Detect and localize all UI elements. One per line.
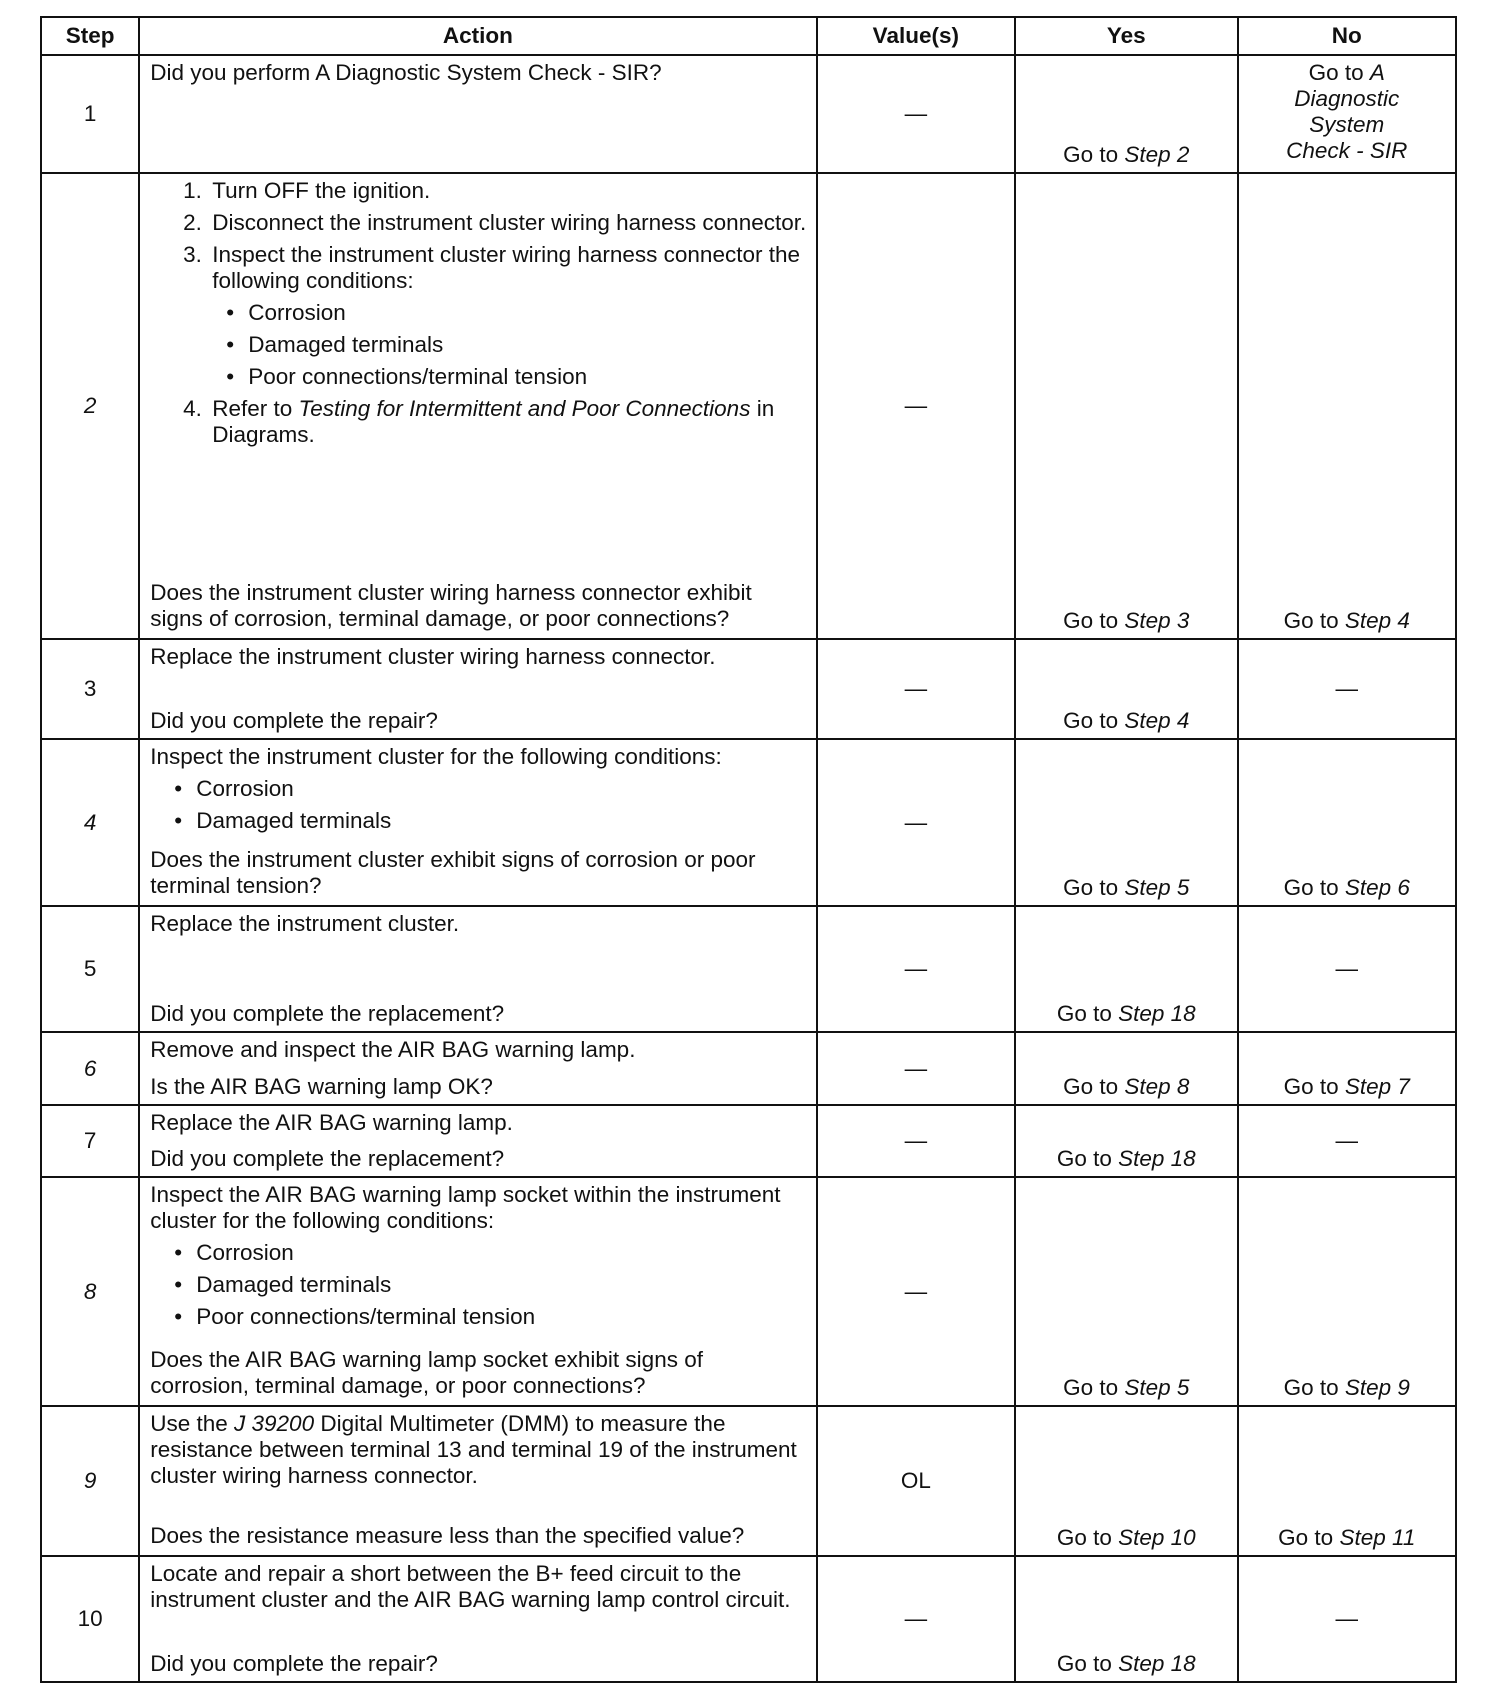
goto-label: Go to <box>1063 142 1119 167</box>
condition-list <box>150 776 807 834</box>
goto-target: Step 2 <box>1124 142 1190 167</box>
value-cell: — <box>817 906 1015 1032</box>
action-step <box>208 242 807 390</box>
header-yes: Yes <box>1015 17 1237 55</box>
value-cell: — <box>817 639 1015 739</box>
header-no: No <box>1238 17 1457 55</box>
condition-item: • Corrosion <box>248 300 807 326</box>
goto-label: Go to <box>1063 608 1119 633</box>
action-question: Does the instrument cluster exhibit signs of corrosion or poor terminal tension? <box>150 847 756 898</box>
value-cell: — <box>817 1105 1015 1177</box>
goto-label: Go to <box>1063 875 1119 900</box>
action-step-text: in Diagrams. <box>212 396 775 447</box>
goto-target: Step 3 <box>1124 608 1190 633</box>
action-question: Did you complete the repair? <box>150 708 438 733</box>
goto-label: Go to <box>1056 1001 1112 1026</box>
action-text: Inspect the instrument cluster for the following conditions: <box>150 744 722 769</box>
condition-list <box>150 1240 807 1330</box>
reference-link: Testing for Intermittent and Poor Connections <box>298 396 751 421</box>
goto-target: Step 7 <box>1344 1074 1410 1099</box>
goto-label: Go to <box>1283 1074 1339 1099</box>
step-number: 5 <box>41 906 139 1032</box>
goto-target: Check - SIR <box>1286 138 1408 163</box>
goto-target: Step 4 <box>1124 708 1190 733</box>
goto-target: Step 5 <box>1124 1375 1190 1400</box>
action-step <box>208 396 807 448</box>
action-text <box>150 1411 807 1489</box>
goto-target: System <box>1309 112 1385 137</box>
goto-target: Step 4 <box>1344 608 1410 633</box>
action-question: Did you complete the replacement? <box>150 1001 505 1026</box>
action-question: Did you complete the repair? <box>150 1651 438 1676</box>
goto-target: Diagnostic <box>1294 86 1400 111</box>
no-cell <box>1238 173 1457 639</box>
goto-label: Go to <box>1063 1375 1119 1400</box>
goto-target: Step 5 <box>1124 875 1190 900</box>
yes-cell <box>1015 739 1237 906</box>
value-cell: — <box>817 1556 1015 1682</box>
value-cell: — <box>817 739 1015 906</box>
yes-cell <box>1015 55 1237 173</box>
header-action: Action <box>139 17 816 55</box>
table-row <box>41 1177 1456 1406</box>
goto-target: Step 9 <box>1344 1375 1410 1400</box>
action-text: Locate and repair a short between the B+ feed circuit to the instrument cluster and the AIR BAG warning lamp control circuit. <box>150 1561 791 1612</box>
value-cell: — <box>817 1032 1015 1105</box>
header-values: Value(s) <box>817 17 1015 55</box>
action-cell <box>139 906 816 1032</box>
value-cell: — <box>817 1177 1015 1406</box>
step-number: 1 <box>41 55 139 173</box>
step-number: 6 <box>41 1032 139 1105</box>
action-text: Replace the AIR BAG warning lamp. <box>150 1110 513 1135</box>
goto-target: Step 11 <box>1339 1525 1416 1550</box>
action-cell <box>139 173 816 639</box>
condition-item: • Damaged terminals <box>196 1272 807 1298</box>
action-cell <box>139 1032 816 1105</box>
action-step: 2. Disconnect the instrument cluster wiring harness connector. <box>208 210 807 236</box>
no-cell <box>1238 1177 1457 1406</box>
table-row <box>41 639 1456 739</box>
goto-label: Go to <box>1283 1375 1339 1400</box>
goto-target: Step 18 <box>1118 1651 1196 1676</box>
goto-target: Step 6 <box>1344 875 1410 900</box>
action-question: Does the AIR BAG warning lamp socket exhibit signs of corrosion, terminal damage, or poor connections? <box>150 1347 703 1398</box>
condition-item: • Corrosion <box>196 1240 807 1266</box>
step-number: 4 <box>41 739 139 906</box>
step-number: 3 <box>41 639 139 739</box>
no-cell <box>1238 1406 1457 1556</box>
yes-cell <box>1015 1105 1237 1177</box>
goto-target: Step 8 <box>1124 1074 1190 1099</box>
step-number: 2 <box>41 173 139 639</box>
condition-item: • Damaged terminals <box>248 332 807 358</box>
table-row <box>41 1406 1456 1556</box>
goto-target: Step 10 <box>1118 1525 1196 1550</box>
action-text-part: Digital Multimeter (DMM) to measure the resistance between terminal 13 and terminal 19 of the instrument cluster wiring harness connector. <box>150 1411 797 1488</box>
no-cell <box>1238 739 1457 906</box>
action-cell <box>139 739 816 906</box>
condition-item: • Damaged terminals <box>196 808 807 834</box>
yes-cell <box>1015 1406 1237 1556</box>
action-step-text: Inspect the instrument cluster wiring harness connector the following conditions: <box>212 242 800 293</box>
action-question: Is the AIR BAG warning lamp OK? <box>150 1074 493 1099</box>
action-text-part: Use the <box>150 1411 228 1436</box>
yes-cell <box>1015 1032 1237 1105</box>
step-number: 7 <box>41 1105 139 1177</box>
table-row <box>41 1105 1456 1177</box>
value-cell: OL <box>817 1406 1015 1556</box>
table-row <box>41 739 1456 906</box>
action-text: Replace the instrument cluster wiring harness connector. <box>150 644 716 669</box>
condition-item: • Poor connections/terminal tension <box>196 1304 807 1330</box>
yes-cell <box>1015 173 1237 639</box>
header-step: Step <box>41 17 139 55</box>
goto-target: A <box>1369 60 1385 85</box>
step-number: 10 <box>41 1556 139 1682</box>
goto-label: Go to <box>1063 708 1119 733</box>
action-question: Did you complete the replacement? <box>150 1146 505 1171</box>
action-cell <box>139 1556 816 1682</box>
action-cell <box>139 1177 816 1406</box>
action-question: Does the resistance measure less than the specified value? <box>150 1523 745 1548</box>
action-text: Did you perform A Diagnostic System Check - SIR? <box>150 60 662 85</box>
tool-reference: J 39200 <box>234 1411 315 1436</box>
action-step: 1. Turn OFF the ignition. <box>208 178 807 204</box>
yes-cell <box>1015 639 1237 739</box>
condition-item: • Corrosion <box>196 776 807 802</box>
step-number: 8 <box>41 1177 139 1406</box>
goto-label: Go to <box>1056 1146 1112 1171</box>
goto-target: Step 18 <box>1118 1001 1196 1026</box>
no-cell: — <box>1238 639 1457 739</box>
action-step-text: Refer to <box>212 396 293 421</box>
action-text: Inspect the AIR BAG warning lamp socket within the instrument cluster for the following conditions: <box>150 1182 781 1233</box>
goto-label: Go to <box>1056 1651 1112 1676</box>
goto-label: Go to <box>1283 875 1339 900</box>
table-row <box>41 1032 1456 1105</box>
action-cell <box>139 639 816 739</box>
yes-cell <box>1015 906 1237 1032</box>
action-steps <box>150 178 807 448</box>
no-cell: — <box>1238 1556 1457 1682</box>
action-text: Remove and inspect the AIR BAG warning lamp. <box>150 1037 636 1062</box>
no-cell: — <box>1238 906 1457 1032</box>
no-cell: — <box>1238 1105 1457 1177</box>
table-row <box>41 1556 1456 1682</box>
yes-cell <box>1015 1177 1237 1406</box>
goto-label: Go to <box>1063 1074 1119 1099</box>
value-cell: — <box>817 55 1015 173</box>
goto-label: Go to <box>1056 1525 1112 1550</box>
yes-cell <box>1015 1556 1237 1682</box>
action-cell <box>139 1105 816 1177</box>
table-row <box>41 173 1456 639</box>
condition-list <box>212 300 807 390</box>
header-row <box>41 17 1456 55</box>
goto-label: Go to <box>1308 60 1364 85</box>
value-cell: — <box>817 173 1015 639</box>
action-text: Replace the instrument cluster. <box>150 911 460 936</box>
no-cell <box>1238 55 1457 173</box>
action-cell <box>139 55 816 173</box>
table-row <box>41 55 1456 173</box>
no-cell <box>1238 1032 1457 1105</box>
diagnostic-table <box>40 16 1457 1683</box>
step-number: 9 <box>41 1406 139 1556</box>
condition-item: • Poor connections/terminal tension <box>248 364 807 390</box>
goto-label: Go to <box>1278 1525 1334 1550</box>
table-row <box>41 906 1456 1032</box>
action-cell <box>139 1406 816 1556</box>
action-question: Does the instrument cluster wiring harness connector exhibit signs of corrosion, terminal damage, or poor connections? <box>150 580 752 631</box>
goto-target: Step 18 <box>1118 1146 1196 1171</box>
goto-label: Go to <box>1283 608 1339 633</box>
